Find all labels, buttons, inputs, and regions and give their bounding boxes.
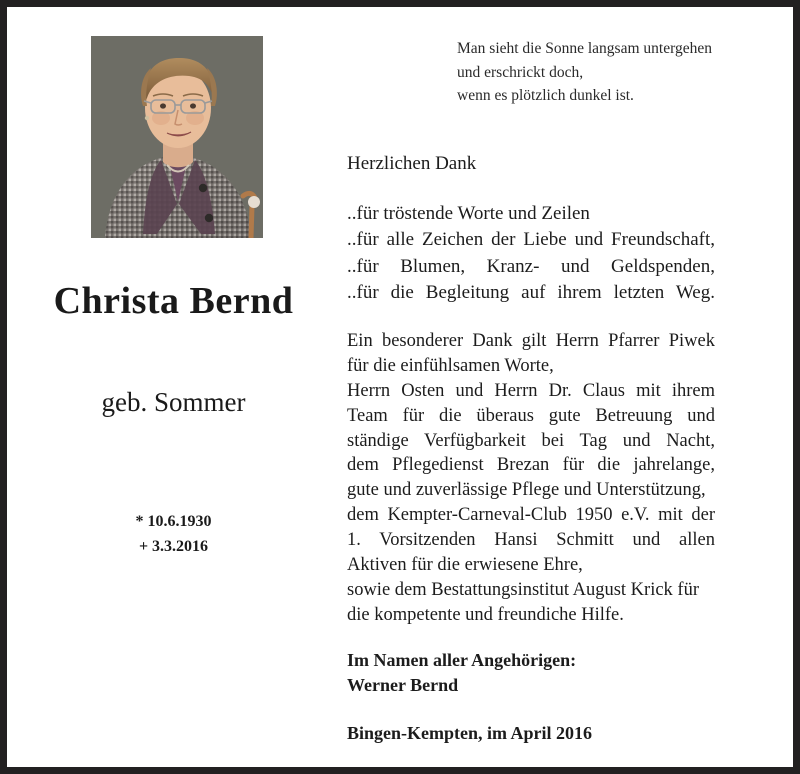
right-column — [340, 7, 800, 767]
detail-line: gute und zuverlässige Pflege und Unterstützung, — [347, 480, 706, 501]
life-dates — [7, 510, 340, 560]
thanks-reason: ..für alle Zeichen der Liebe und Freundschaft, — [347, 229, 715, 251]
epigraph — [457, 37, 797, 108]
detail-line: 1. Vorsitzenden Hansi Schmitt und allen — [347, 530, 715, 551]
thanks-heading: Herzlichen Dank — [347, 153, 477, 174]
closing-block — [347, 648, 715, 699]
deceased-name: Christa Bernd — [53, 280, 294, 322]
portrait-illustration — [91, 36, 263, 238]
thanks-reason: ..für Blumen, Kranz- und Geldspenden, — [347, 255, 715, 277]
epigraph-line: wenn es plötzlich dunkel ist. — [457, 87, 634, 105]
detail-line: dem Pflegedienst Brezan für die jahrelange, — [347, 455, 715, 476]
detail-line: ständige Verfügbarkeit bei Tag und Nacht, — [347, 430, 715, 451]
signatory-name: Werner Bernd — [347, 675, 459, 696]
detail-line: die kompetente und freundiche Hilfe. — [347, 604, 624, 625]
portrait-photo — [91, 36, 263, 238]
thanks-reason-list — [347, 201, 715, 307]
detail-line: für die einfühlsamen Worte, — [347, 355, 554, 376]
body-block — [347, 152, 715, 746]
epigraph-line: Man sieht die Sonne langsam untergehen — [457, 40, 712, 57]
epigraph-line: und erschrickt doch, — [457, 63, 584, 81]
birth-date: * 10.6.1930 — [135, 513, 212, 530]
detail-line: Team für die überaus gute Betreuung und — [347, 405, 715, 426]
notice-inner — [7, 7, 793, 767]
detail-line: dem Kempter-Carneval-Club 1950 e.V. mit der — [347, 505, 715, 526]
left-column — [7, 7, 340, 767]
death-date: + 3.3.2016 — [138, 537, 209, 555]
detail-line: Aktiven für die erwiesene Ehre, — [347, 554, 583, 575]
thanks-reason: ..für die Begleitung auf ihrem letzten Weg. — [347, 282, 715, 304]
on-behalf-line: Im Namen aller Angehörigen: — [347, 649, 577, 670]
detail-line: Ein besonderer Dank gilt Herrn Pfarrer Piwek — [347, 331, 715, 352]
thanks-detail-paragraph — [347, 329, 715, 628]
maiden-name: geb. Sommer — [101, 387, 246, 417]
detail-line: sowie dem Bestattungsinstitut August Krick für — [347, 579, 699, 600]
thanks-reason: ..für tröstende Worte und Zeilen — [347, 202, 590, 224]
place-and-date: Bingen-Kempten, im April 2016 — [347, 722, 593, 743]
detail-line: Herrn Osten und Herrn Dr. Claus mit ihrem — [347, 380, 715, 401]
